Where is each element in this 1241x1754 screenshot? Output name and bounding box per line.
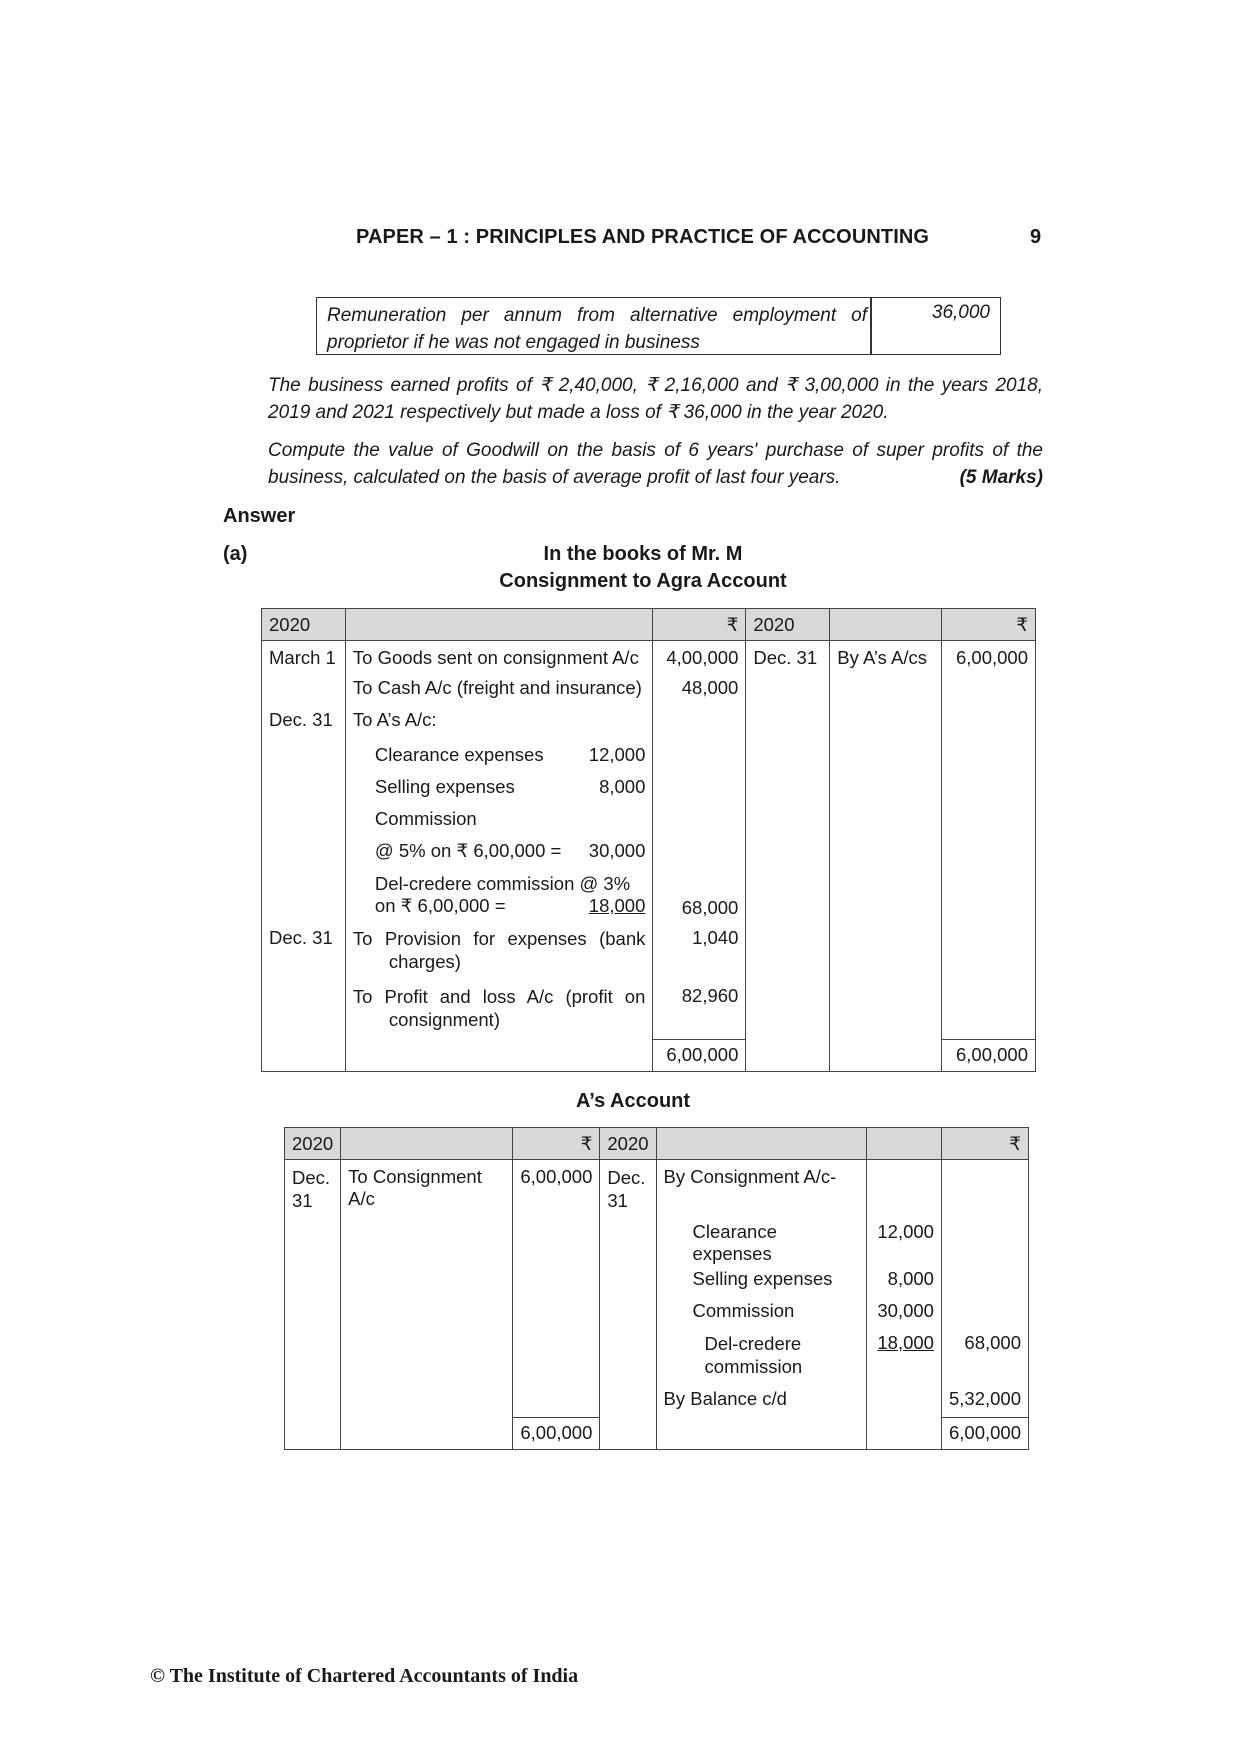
table-row: Commission xyxy=(262,805,1036,837)
dr-total: 6,00,000 xyxy=(513,1417,600,1450)
cr-total: 6,00,000 xyxy=(941,1039,1035,1072)
consignment-title-1: In the books of Mr. M xyxy=(543,543,743,565)
table-total-row xyxy=(262,1039,1036,1072)
question-paragraph-2 xyxy=(268,437,1043,491)
dr-currency: ₹ xyxy=(513,1128,600,1160)
table-row: Dec. 31 To Consignment A/c 6,00,000 Dec. 31 By Consignment A/c- xyxy=(285,1160,1029,1219)
remuneration-divider xyxy=(870,298,872,354)
cr-year: 2020 xyxy=(746,609,830,641)
remuneration-label xyxy=(327,302,867,356)
table-row: Clearance expenses 12,000 xyxy=(285,1218,1029,1265)
cr-currency: ₹ xyxy=(941,1128,1028,1160)
table-row: Commission 30,000 xyxy=(285,1297,1029,1329)
table-row: Del-credere commission @ 3% on ₹ 6,00,000 = 18,000 68,000 xyxy=(262,869,1036,921)
remuneration-value: 36,000 xyxy=(931,302,990,323)
question-paragraph-1 xyxy=(268,372,1043,426)
table-row: By Balance c/d 5,32,000 xyxy=(285,1385,1029,1417)
remuneration-line-1: Remuneration per annum from alternative employment of xyxy=(327,305,867,326)
table-row: Del-credere commission 18,000 68,000 xyxy=(285,1329,1029,1385)
page-number: 9 xyxy=(1030,226,1042,248)
remuneration-box xyxy=(316,297,1001,355)
table-row: To Cash A/c (freight and insurance) 48,000 xyxy=(262,674,1036,706)
cr-currency: ₹ xyxy=(941,609,1035,641)
dr-year: 2020 xyxy=(285,1128,341,1160)
table-row: Dec. 31 To Provision for expenses (bank charges) 1,040 xyxy=(262,921,1036,983)
marks-label: (5 Marks) xyxy=(959,467,1043,488)
dr-year: 2020 xyxy=(262,609,346,641)
consignment-ledger xyxy=(261,608,1036,1072)
para1-line-1: The business earned profits of ₹ 2,40,000, ₹ 2,16,000 and ₹ 3,00,000 in the years 2018, xyxy=(268,375,1043,396)
ledger-header-row xyxy=(285,1128,1029,1160)
dr-total: 6,00,000 xyxy=(653,1039,746,1072)
remuneration-line-2: proprietor if he was not engaged in business xyxy=(327,332,700,353)
para2-line-2: business, calculated on the basis of average profit of last four years. xyxy=(268,467,841,488)
ledger-header-row xyxy=(262,609,1036,641)
consignment-title-2: Consignment to Agra Account xyxy=(499,570,787,592)
footer-copyright: © The Institute of Chartered Accountants of India xyxy=(150,1665,579,1687)
a-account-ledger xyxy=(284,1127,1029,1450)
cr-total: 6,00,000 xyxy=(941,1417,1028,1450)
a-account-title: A’s Account xyxy=(575,1090,691,1112)
para1-line-2: 2019 and 2021 respectively but made a loss of ₹ 36,000 in the year 2020. xyxy=(268,402,889,423)
part-label: (a) xyxy=(223,543,248,565)
cr-year: 2020 xyxy=(600,1128,656,1160)
table-row: Selling expenses 8,000 xyxy=(285,1265,1029,1297)
table-row: Clearance expenses 12,000 xyxy=(262,741,1036,773)
table-row: March 1 To Goods sent on consignment A/c 4,00,000 Dec. 31 By A’s A/cs 6,00,000 xyxy=(262,641,1036,675)
table-row: Dec. 31 To A’s A/c: xyxy=(262,706,1036,741)
table-row: @ 5% on ₹ 6,00,000 = 30,000 xyxy=(262,837,1036,869)
para2-line-1: Compute the value of Goodwill on the basis of 6 years' purchase of super profits of the xyxy=(268,440,1043,461)
table-row: Selling expenses 8,000 xyxy=(262,773,1036,805)
answer-heading: Answer xyxy=(223,505,296,527)
page-title: PAPER – 1 : PRINCIPLES AND PRACTICE OF ACCOUNTING xyxy=(356,226,930,248)
dr-currency: ₹ xyxy=(653,609,746,641)
table-row: To Profit and loss A/c (profit on consignment) 82,960 xyxy=(262,983,1036,1039)
table-total-row xyxy=(285,1417,1029,1450)
